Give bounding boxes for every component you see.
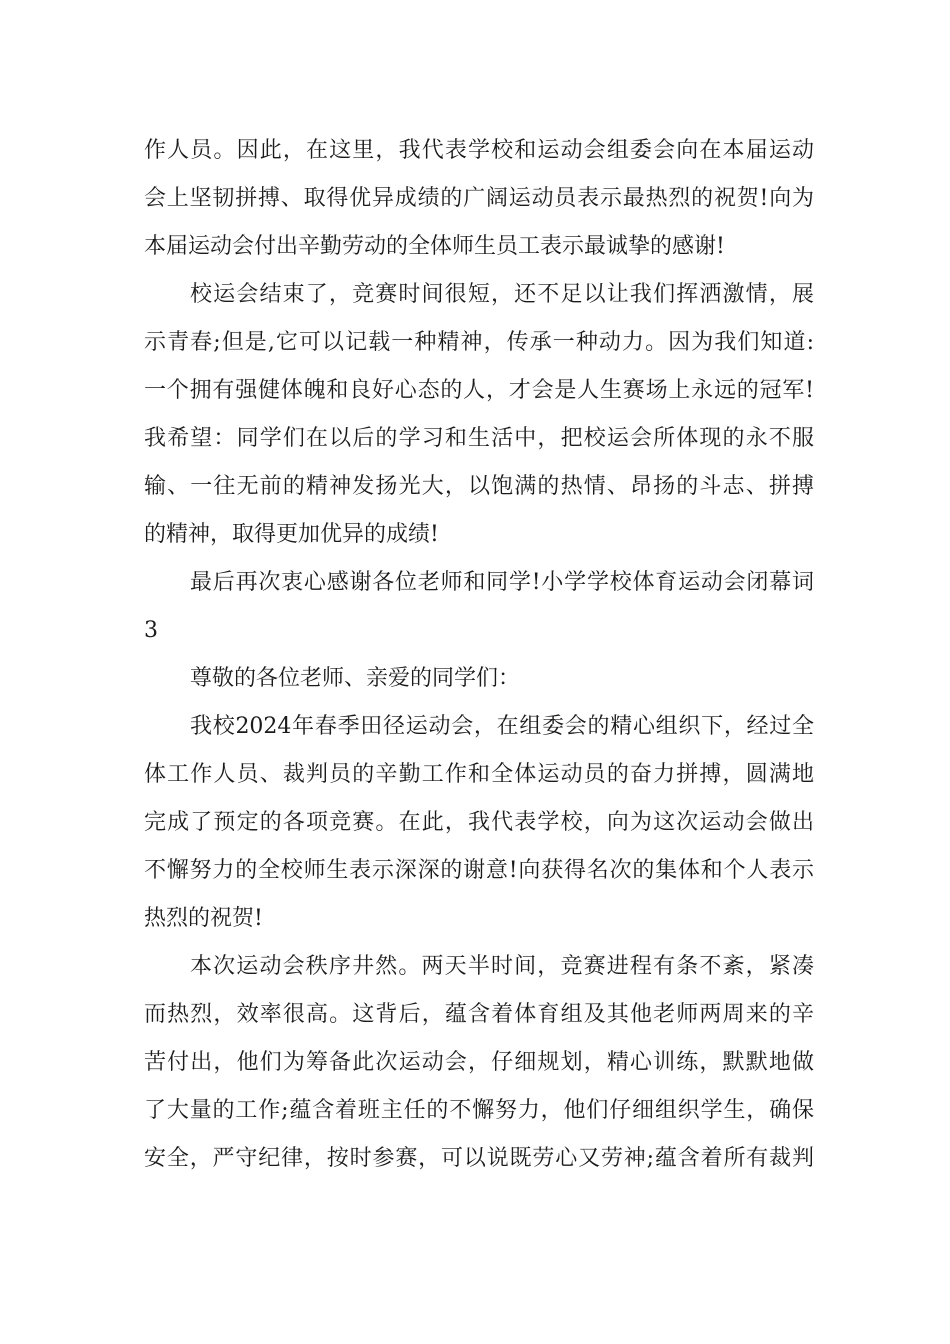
text-line: 我校2024年春季田径运动会，在组委会的精心组织下，经过全 — [190, 714, 814, 739]
text-line: 而热烈，效率很高。这背后，蕴含着体育组及其他老师两周来的辛 — [144, 1002, 814, 1027]
text-line: 会上坚韧拼搏、取得优异成绩的广阔运动员表示最热烈的祝贺!向为 — [144, 186, 814, 211]
text-line: 最后再次衷心感谢各位老师和同学!小学学校体育运动会闭幕词 — [190, 570, 814, 595]
text-line: 了大量的工作;蕴含着班主任的不懈努力，他们仔细组织学生，确保 — [144, 1098, 814, 1123]
text-line: 安全，严守纪律，按时参赛，可以说既劳心又劳神;蕴含着所有裁判 — [144, 1146, 814, 1171]
text-line: 输、一往无前的精神发扬光大，以饱满的热情、昂扬的斗志、拼搏 — [144, 474, 814, 499]
text-line: 苦付出，他们为筹备此次运动会，仔细规划，精心训练，默默地做 — [144, 1050, 814, 1075]
text-line: 热烈的祝贺! — [144, 906, 263, 931]
text-line: 一个拥有强健体魄和良好心态的人，才会是人生赛场上永远的冠军! — [144, 378, 814, 403]
text-line: 完成了预定的各项竞赛。在此，我代表学校，向为这次运动会做出 — [144, 810, 814, 835]
text-line: 本届运动会付出辛勤劳动的全体师生员工表示最诚挚的感谢! — [144, 234, 725, 259]
document-body — [144, 127, 814, 1183]
text-line: 校运会结束了，竞赛时间很短，还不足以让我们挥洒激情，展 — [190, 282, 814, 307]
text-line: 尊敬的各位老师、亲爱的同学们： — [190, 666, 521, 691]
text-line: 3 — [144, 618, 158, 643]
text-line: 本次运动会秩序井然。两天半时间，竞赛进程有条不紊，紧凑 — [190, 954, 814, 979]
text-line: 作人员。因此，在这里，我代表学校和运动会组委会向在本届运动 — [144, 138, 814, 163]
text-line: 的精神，取得更加优异的成绩! — [144, 522, 439, 547]
text-line: 体工作人员、裁判员的辛勤工作和全体运动员的奋力拼搏，圆满地 — [144, 762, 814, 787]
text-line: 不懈努力的全校师生表示深深的谢意!向获得名次的集体和个人表示 — [144, 858, 814, 883]
text-line: 示青春;但是,它可以记载一种精神，传承一种动力。因为我们知道: — [144, 330, 814, 355]
text-line: 我希望：同学们在以后的学习和生活中，把校运会所体现的永不服 — [144, 426, 814, 451]
